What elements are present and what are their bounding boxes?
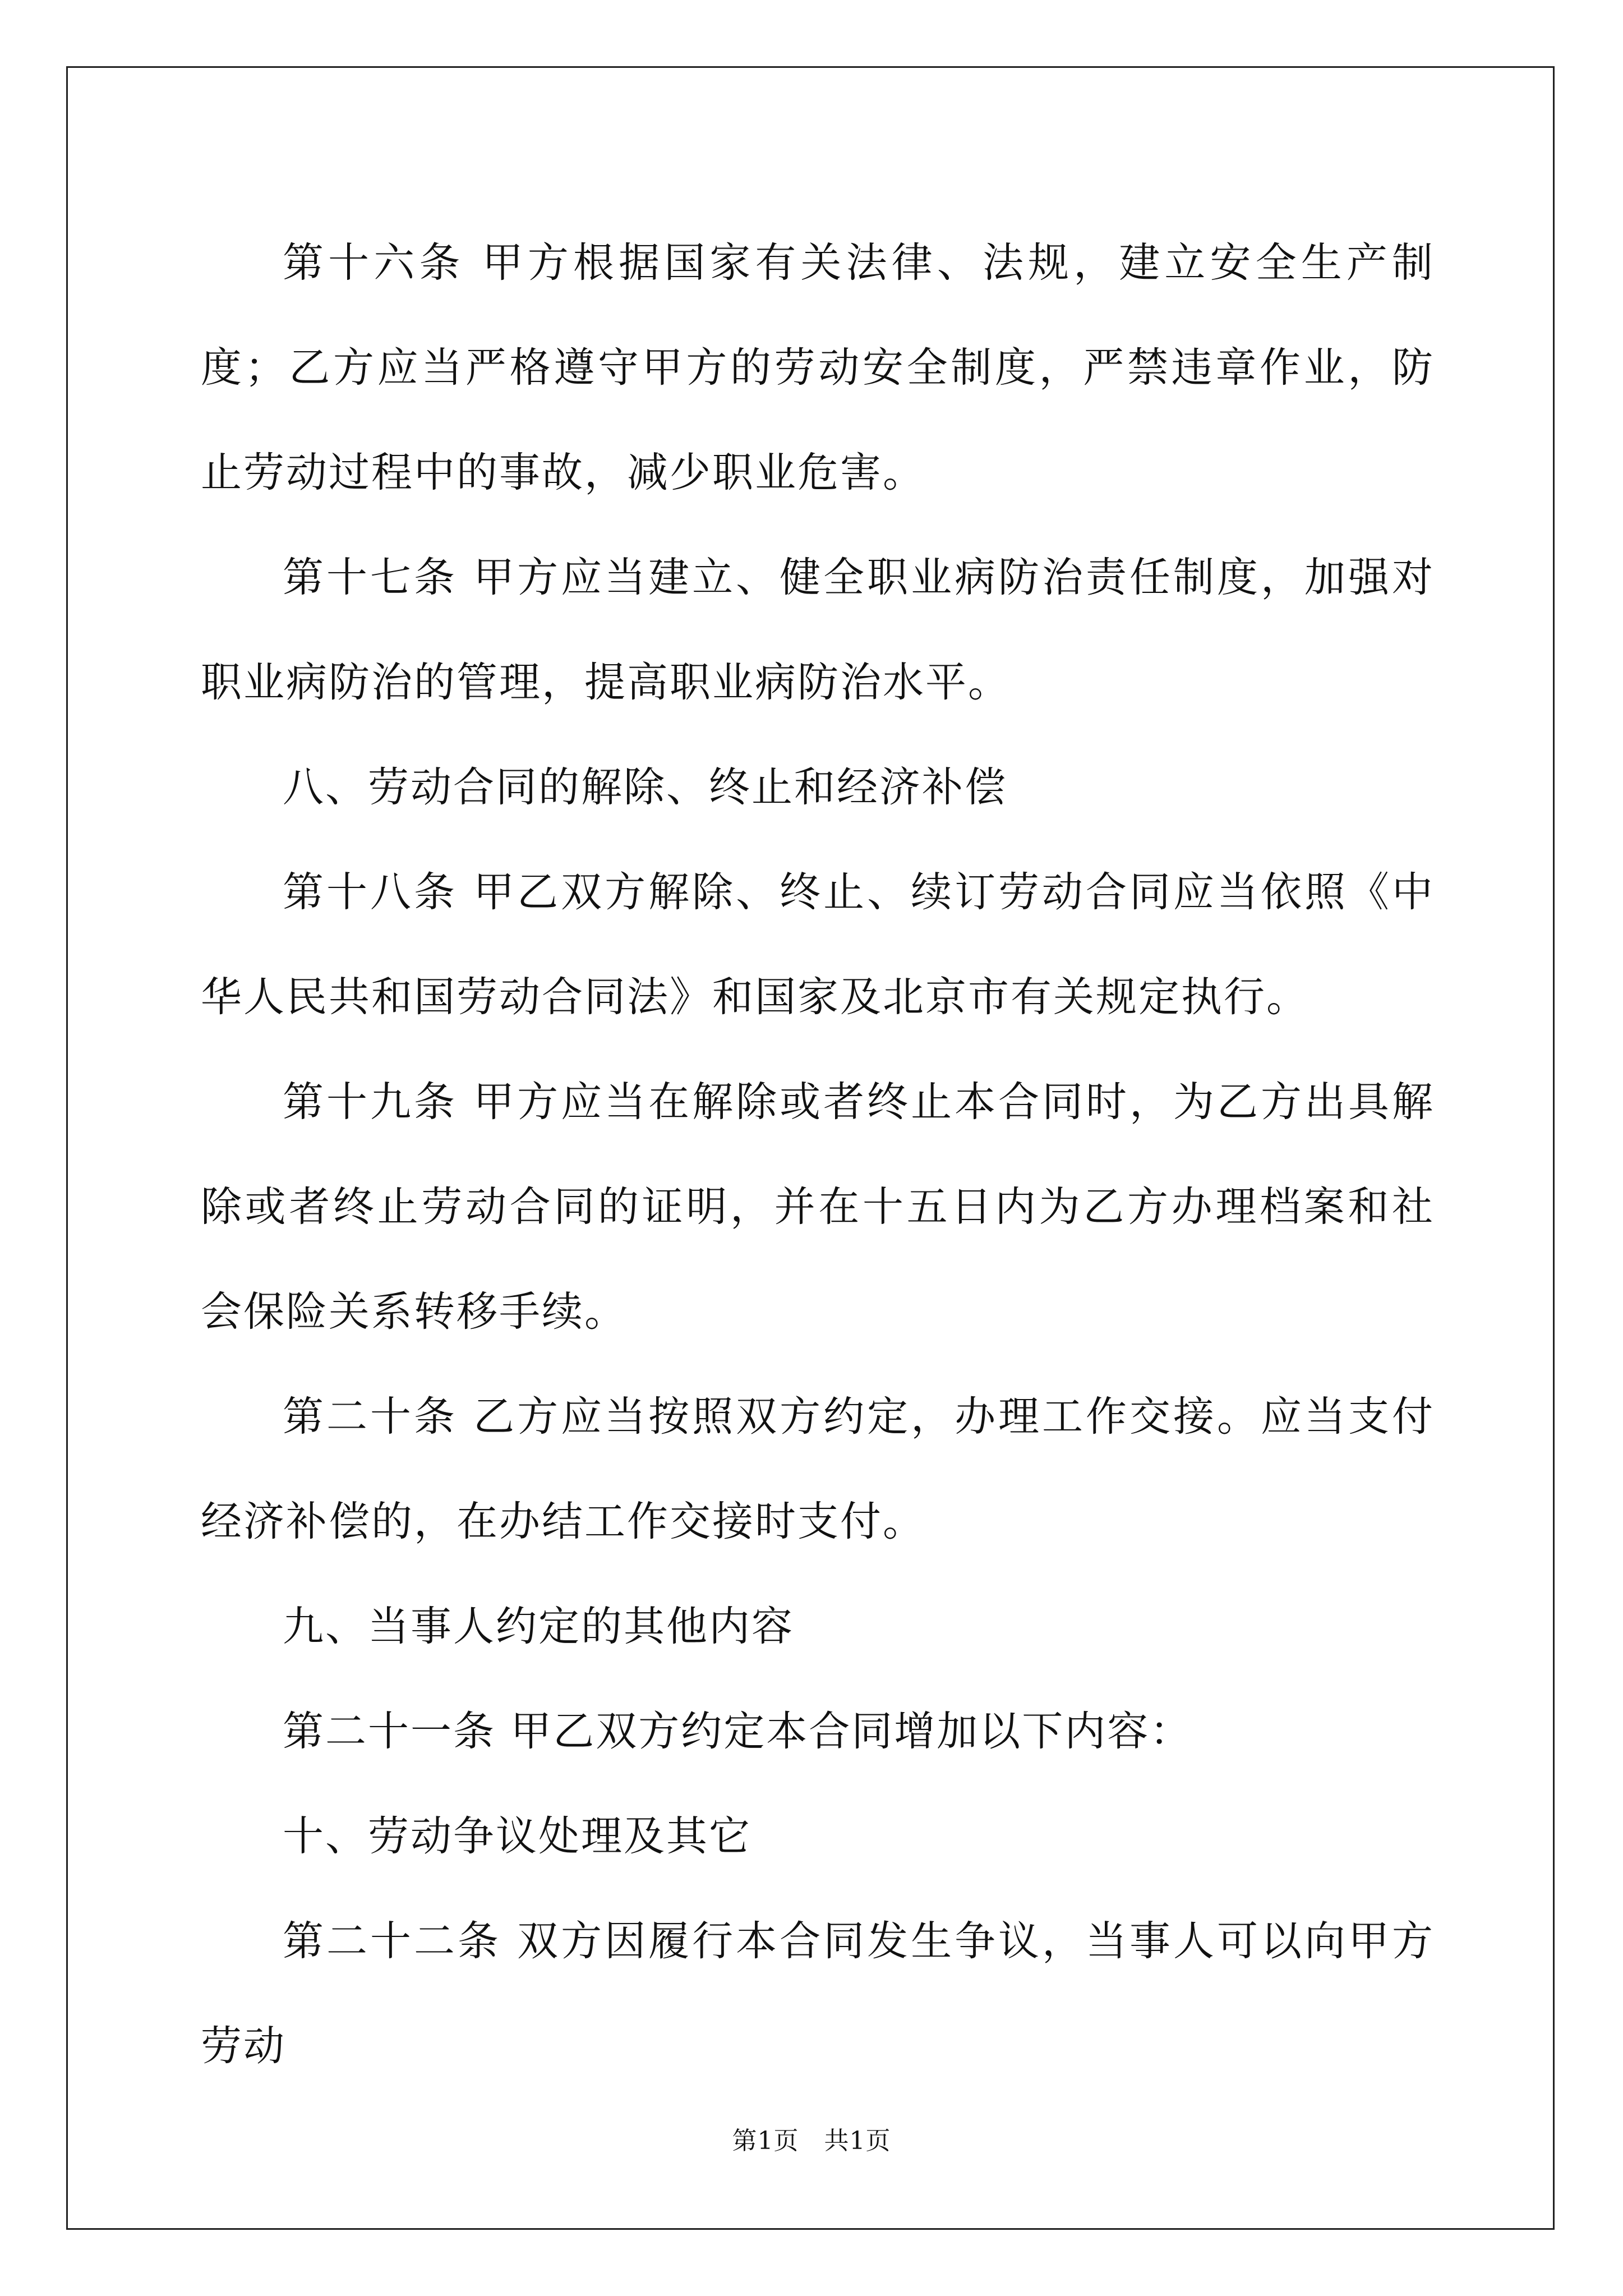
paragraph-article-18: 第十八条 甲乙双方解除、终止、续订劳动合同应当依照《中华人民共和国劳动合同法》和国家及北京市有关规定执行。 xyxy=(201,868,1435,1021)
page-footer: 第1页 共1页 xyxy=(732,2127,891,2155)
document-body xyxy=(201,210,1435,2099)
paragraph-article-16: 第十六条 甲方根据国家有关法律、法规，建立安全生产制度；乙方应当严格遵守甲方的劳动安全制度，严禁违章作业，防止劳动过程中的事故，减少职业危害。 xyxy=(201,239,1435,496)
paragraph-article-21: 第二十一条 甲乙双方约定本合同增加以下内容： xyxy=(283,1708,1193,1755)
paragraph-article-19: 第十九条 甲方应当在解除或者终止本合同时，为乙方出具解除或者终止劳动合同的证明，并在十五日内为乙方办理档案和社会保险关系转移手续。 xyxy=(201,1078,1435,1336)
paragraph-article-22: 第二十二条 双方因履行本合同发生争议，当事人可以向甲方劳动 xyxy=(201,1917,1435,2070)
section-heading-8: 八、劳动合同的解除、终止和经济补偿 xyxy=(283,763,1007,811)
paragraph-article-20: 第二十条 乙方应当按照双方约定，办理工作交接。应当支付经济补偿的，在办结工作交接时支付。 xyxy=(201,1393,1435,1545)
section-heading-10: 十、劳动争议处理及其它 xyxy=(283,1812,751,1860)
paragraph-article-17: 第十七条 甲方应当建立、健全职业病防治责任制度，加强对职业病防治的管理，提高职业病防治水平。 xyxy=(201,554,1435,706)
section-heading-9: 九、当事人约定的其他内容 xyxy=(283,1603,794,1650)
